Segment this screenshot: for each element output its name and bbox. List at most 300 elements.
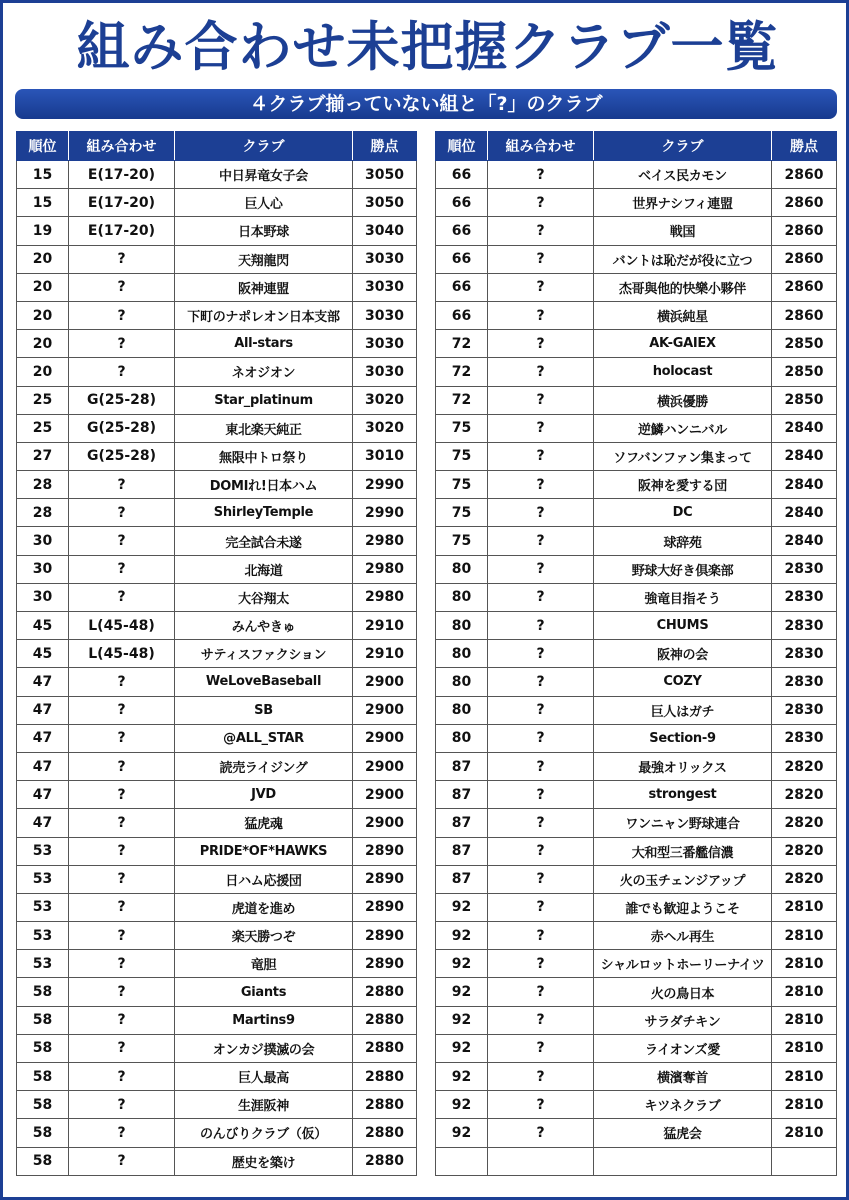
group-cell: ? bbox=[488, 978, 594, 1006]
rank-cell: 53 bbox=[17, 950, 69, 978]
club-cell: ライオンズ愛 bbox=[594, 1034, 772, 1062]
club-cell: 最強オリックス bbox=[594, 752, 772, 780]
rank-cell: 58 bbox=[17, 1147, 69, 1175]
club-cell: 北海道 bbox=[175, 555, 353, 583]
table-row bbox=[436, 1119, 837, 1147]
left-header-row bbox=[17, 132, 417, 161]
table-row bbox=[17, 1063, 417, 1091]
points-cell: 2810 bbox=[772, 922, 837, 950]
rank-cell: 72 bbox=[436, 386, 488, 414]
rank-cell: 75 bbox=[436, 442, 488, 470]
table-row bbox=[17, 273, 417, 301]
club-cell: CHUMS bbox=[594, 612, 772, 640]
table-row bbox=[436, 950, 837, 978]
group-cell: G(25-28) bbox=[69, 442, 175, 470]
rank-cell: 92 bbox=[436, 1006, 488, 1034]
group-cell: L(45-48) bbox=[69, 612, 175, 640]
group-cell: ? bbox=[69, 922, 175, 950]
points-cell: 2910 bbox=[353, 640, 417, 668]
rank-cell: 30 bbox=[17, 583, 69, 611]
table-row bbox=[436, 752, 837, 780]
points-cell: 2810 bbox=[772, 950, 837, 978]
club-cell: 杰哥與他的快樂小夥伴 bbox=[594, 273, 772, 301]
group-cell: ? bbox=[69, 555, 175, 583]
group-cell: L(45-48) bbox=[69, 640, 175, 668]
rank-cell: 53 bbox=[17, 893, 69, 921]
points-cell: 2900 bbox=[353, 724, 417, 752]
points-cell: 2810 bbox=[772, 978, 837, 1006]
rank-cell: 80 bbox=[436, 612, 488, 640]
rank-cell: 15 bbox=[17, 189, 69, 217]
rank-cell: 53 bbox=[17, 922, 69, 950]
club-cell: 逆鱗ハンニバル bbox=[594, 414, 772, 442]
club-cell: Giants bbox=[175, 978, 353, 1006]
club-cell: 日本野球 bbox=[175, 217, 353, 245]
club-cell: ShirleyTemple bbox=[175, 499, 353, 527]
group-cell: ? bbox=[69, 273, 175, 301]
club-cell: 中日昇竜女子会 bbox=[175, 161, 353, 189]
table-row bbox=[17, 950, 417, 978]
table-row bbox=[17, 330, 417, 358]
club-cell: 火の鳥日本 bbox=[594, 978, 772, 1006]
club-cell: ネオジオン bbox=[175, 358, 353, 386]
club-cell: 猛虎魂 bbox=[175, 809, 353, 837]
points-cell: 2840 bbox=[772, 414, 837, 442]
group-cell: ? bbox=[69, 668, 175, 696]
rank-cell: 92 bbox=[436, 1063, 488, 1091]
club-cell: 横浜優勝 bbox=[594, 386, 772, 414]
club-cell: DC bbox=[594, 499, 772, 527]
points-cell: 2980 bbox=[353, 527, 417, 555]
rank-cell: 72 bbox=[436, 330, 488, 358]
rank-cell: 53 bbox=[17, 837, 69, 865]
points-cell: 2990 bbox=[353, 499, 417, 527]
club-cell: みんやきゅ bbox=[175, 612, 353, 640]
rank-cell: 80 bbox=[436, 555, 488, 583]
points-cell: 2900 bbox=[353, 809, 417, 837]
rank-cell: 92 bbox=[436, 893, 488, 921]
rank-cell: 45 bbox=[17, 640, 69, 668]
table-row bbox=[17, 1006, 417, 1034]
club-cell: WeLoveBaseball bbox=[175, 668, 353, 696]
table-row bbox=[436, 978, 837, 1006]
points-cell: 2840 bbox=[772, 442, 837, 470]
points-cell: 3050 bbox=[353, 189, 417, 217]
points-cell: 2850 bbox=[772, 386, 837, 414]
group-cell: ? bbox=[69, 1034, 175, 1062]
group-cell: ? bbox=[69, 471, 175, 499]
group-cell: ? bbox=[69, 330, 175, 358]
points-cell: 2860 bbox=[772, 245, 837, 273]
table-row bbox=[436, 837, 837, 865]
group-cell: ? bbox=[488, 189, 594, 217]
table-row bbox=[17, 442, 417, 470]
club-cell: のんびりクラブ（仮） bbox=[175, 1119, 353, 1147]
group-cell: ? bbox=[488, 471, 594, 499]
club-cell: 阪神の会 bbox=[594, 640, 772, 668]
points-cell: 2830 bbox=[772, 724, 837, 752]
club-cell: 球辞苑 bbox=[594, 527, 772, 555]
club-cell: 巨人はガチ bbox=[594, 696, 772, 724]
rank-cell: 20 bbox=[17, 358, 69, 386]
group-cell: ? bbox=[488, 724, 594, 752]
table-row bbox=[436, 358, 837, 386]
group-cell: ? bbox=[488, 161, 594, 189]
points-cell: 2880 bbox=[353, 978, 417, 1006]
rank-cell: 80 bbox=[436, 640, 488, 668]
points-cell: 2880 bbox=[353, 1091, 417, 1119]
header-points: 勝点 bbox=[353, 132, 417, 161]
table-row bbox=[17, 301, 417, 329]
club-cell: 阪神連盟 bbox=[175, 273, 353, 301]
rank-cell: 92 bbox=[436, 1091, 488, 1119]
club-cell: 強竜目指そう bbox=[594, 583, 772, 611]
points-cell: 2880 bbox=[353, 1147, 417, 1175]
points-cell: 2880 bbox=[353, 1006, 417, 1034]
table-row bbox=[17, 922, 417, 950]
header-club: クラブ bbox=[594, 132, 772, 161]
club-cell: Martins9 bbox=[175, 1006, 353, 1034]
rank-cell: 66 bbox=[436, 273, 488, 301]
rank-cell: 25 bbox=[17, 414, 69, 442]
group-cell: ? bbox=[69, 781, 175, 809]
table-row bbox=[436, 893, 837, 921]
points-cell: 2910 bbox=[353, 612, 417, 640]
group-cell: ? bbox=[488, 893, 594, 921]
club-cell: COZY bbox=[594, 668, 772, 696]
rank-cell: 75 bbox=[436, 471, 488, 499]
group-cell: ? bbox=[488, 781, 594, 809]
rank-cell: 80 bbox=[436, 668, 488, 696]
points-cell: 2810 bbox=[772, 1091, 837, 1119]
points-cell: 2820 bbox=[772, 781, 837, 809]
table-row bbox=[17, 1034, 417, 1062]
club-cell: 竜胆 bbox=[175, 950, 353, 978]
points-cell: 2860 bbox=[772, 273, 837, 301]
group-cell: ? bbox=[488, 640, 594, 668]
club-cell: @ALL_STAR bbox=[175, 724, 353, 752]
points-cell: 2810 bbox=[772, 893, 837, 921]
header-group: 組み合わせ bbox=[488, 132, 594, 161]
header-group: 組み合わせ bbox=[69, 132, 175, 161]
points-cell: 2890 bbox=[353, 865, 417, 893]
group-cell: ? bbox=[69, 865, 175, 893]
group-cell: ? bbox=[69, 696, 175, 724]
table-row bbox=[436, 1091, 837, 1119]
page-title: 組み合わせ未把握クラブ一覧 bbox=[76, 17, 779, 78]
rank-cell: 19 bbox=[17, 217, 69, 245]
points-cell: 2840 bbox=[772, 527, 837, 555]
club-cell: 野球大好き倶楽部 bbox=[594, 555, 772, 583]
club-cell: strongest bbox=[594, 781, 772, 809]
points-cell: 2860 bbox=[772, 189, 837, 217]
rank-cell: 58 bbox=[17, 1119, 69, 1147]
points-cell: 2900 bbox=[353, 781, 417, 809]
points-cell: 2810 bbox=[772, 1119, 837, 1147]
rank-cell: 66 bbox=[436, 245, 488, 273]
table-row bbox=[436, 668, 837, 696]
group-cell: E(17-20) bbox=[69, 217, 175, 245]
table-row bbox=[436, 414, 837, 442]
points-cell: 2860 bbox=[772, 161, 837, 189]
table-row bbox=[436, 273, 837, 301]
table-row bbox=[17, 809, 417, 837]
group-cell: ? bbox=[69, 1006, 175, 1034]
points-cell: 2980 bbox=[353, 555, 417, 583]
club-cell: バントは恥だが役に立つ bbox=[594, 245, 772, 273]
group-cell: ? bbox=[488, 217, 594, 245]
rank-cell: 66 bbox=[436, 217, 488, 245]
club-cell: 巨人最高 bbox=[175, 1063, 353, 1091]
rank-cell: 80 bbox=[436, 696, 488, 724]
rank-cell: 87 bbox=[436, 752, 488, 780]
table-row bbox=[17, 189, 417, 217]
club-cell: 無限中トロ祭り bbox=[175, 442, 353, 470]
group-cell: ? bbox=[69, 1119, 175, 1147]
table-row bbox=[436, 1006, 837, 1034]
club-cell: Star_platinum bbox=[175, 386, 353, 414]
group-cell: ? bbox=[488, 442, 594, 470]
club-cell: 巨人心 bbox=[175, 189, 353, 217]
rank-cell: 75 bbox=[436, 527, 488, 555]
group-cell: ? bbox=[69, 499, 175, 527]
table-row bbox=[436, 583, 837, 611]
subtitle-banner: ４クラブ揃っていない組と「?」のクラブ bbox=[15, 89, 837, 119]
points-cell: 3040 bbox=[353, 217, 417, 245]
points-cell: 3030 bbox=[353, 330, 417, 358]
group-cell: ? bbox=[69, 583, 175, 611]
points-cell: 2900 bbox=[353, 668, 417, 696]
group-cell: ? bbox=[488, 1119, 594, 1147]
rank-cell: 47 bbox=[17, 724, 69, 752]
club-cell: 天翔龍閃 bbox=[175, 245, 353, 273]
group-cell: ? bbox=[69, 527, 175, 555]
header-rank: 順位 bbox=[17, 132, 69, 161]
right-table-body bbox=[436, 161, 837, 1176]
club-cell: 猛虎会 bbox=[594, 1119, 772, 1147]
club-cell: 戦国 bbox=[594, 217, 772, 245]
rank-cell: 47 bbox=[17, 809, 69, 837]
rank-cell: 28 bbox=[17, 499, 69, 527]
group-cell: ? bbox=[69, 950, 175, 978]
table-row bbox=[17, 1147, 417, 1175]
table-row bbox=[17, 893, 417, 921]
table-row bbox=[17, 865, 417, 893]
rank-cell: 87 bbox=[436, 865, 488, 893]
group-cell: ? bbox=[488, 1006, 594, 1034]
group-cell bbox=[488, 1147, 594, 1175]
rank-cell: 92 bbox=[436, 1119, 488, 1147]
points-cell: 2880 bbox=[353, 1119, 417, 1147]
rank-cell: 92 bbox=[436, 922, 488, 950]
table-row bbox=[17, 781, 417, 809]
table-row bbox=[436, 189, 837, 217]
club-cell: オンカジ撲滅の会 bbox=[175, 1034, 353, 1062]
club-cell: キツネクラブ bbox=[594, 1091, 772, 1119]
club-cell: PRIDE*OF*HAWKS bbox=[175, 837, 353, 865]
table-row bbox=[17, 583, 417, 611]
rank-cell: 28 bbox=[17, 471, 69, 499]
club-cell: サラダチキン bbox=[594, 1006, 772, 1034]
table-row bbox=[17, 386, 417, 414]
rank-cell: 20 bbox=[17, 330, 69, 358]
group-cell: ? bbox=[488, 1034, 594, 1062]
rank-cell: 75 bbox=[436, 414, 488, 442]
group-cell: ? bbox=[488, 668, 594, 696]
header-points: 勝点 bbox=[772, 132, 837, 161]
table-row bbox=[17, 161, 417, 189]
points-cell: 3030 bbox=[353, 301, 417, 329]
points-cell: 2810 bbox=[772, 1063, 837, 1091]
club-cell: 日ハム応援団 bbox=[175, 865, 353, 893]
rank-cell bbox=[436, 1147, 488, 1175]
rank-cell: 58 bbox=[17, 1091, 69, 1119]
points-cell: 2810 bbox=[772, 1034, 837, 1062]
table-row bbox=[436, 1063, 837, 1091]
group-cell: G(25-28) bbox=[69, 386, 175, 414]
right-header-row bbox=[436, 132, 837, 161]
points-cell: 2810 bbox=[772, 1006, 837, 1034]
points-cell: 3050 bbox=[353, 161, 417, 189]
points-cell: 2860 bbox=[772, 217, 837, 245]
table-row bbox=[17, 217, 417, 245]
club-cell: 東北楽天純正 bbox=[175, 414, 353, 442]
header-club: クラブ bbox=[175, 132, 353, 161]
club-cell: 大谷翔太 bbox=[175, 583, 353, 611]
table-row bbox=[17, 1119, 417, 1147]
rank-cell: 87 bbox=[436, 781, 488, 809]
points-cell: 2880 bbox=[353, 1034, 417, 1062]
table-row bbox=[436, 612, 837, 640]
club-cell: サティスファクション bbox=[175, 640, 353, 668]
points-cell: 3020 bbox=[353, 414, 417, 442]
rank-cell: 66 bbox=[436, 189, 488, 217]
table-row bbox=[436, 640, 837, 668]
points-cell: 2830 bbox=[772, 612, 837, 640]
table-row bbox=[436, 245, 837, 273]
points-cell: 2840 bbox=[772, 499, 837, 527]
table-row bbox=[17, 527, 417, 555]
points-cell: 2820 bbox=[772, 865, 837, 893]
club-cell: DOMIれ!日本ハム bbox=[175, 471, 353, 499]
points-cell: 2890 bbox=[353, 837, 417, 865]
rank-cell: 92 bbox=[436, 950, 488, 978]
club-cell: 生涯阪神 bbox=[175, 1091, 353, 1119]
rank-cell: 20 bbox=[17, 273, 69, 301]
table-row bbox=[17, 668, 417, 696]
club-cell: ソフバンファン集まって bbox=[594, 442, 772, 470]
points-cell: 2820 bbox=[772, 752, 837, 780]
points-cell bbox=[772, 1147, 837, 1175]
rank-cell: 30 bbox=[17, 527, 69, 555]
table-row bbox=[17, 471, 417, 499]
left-table-body bbox=[17, 161, 417, 1176]
group-cell: ? bbox=[69, 1147, 175, 1175]
points-cell: 2830 bbox=[772, 668, 837, 696]
table-row bbox=[17, 724, 417, 752]
group-cell: ? bbox=[488, 273, 594, 301]
group-cell: ? bbox=[488, 752, 594, 780]
club-cell: 横濱奪首 bbox=[594, 1063, 772, 1091]
club-cell: AK-GAIEX bbox=[594, 330, 772, 358]
points-cell: 2820 bbox=[772, 837, 837, 865]
club-cell: 歴史を築け bbox=[175, 1147, 353, 1175]
club-cell: 読売ライジング bbox=[175, 752, 353, 780]
rank-cell: 47 bbox=[17, 781, 69, 809]
table-row bbox=[436, 1034, 837, 1062]
club-cell: JVD bbox=[175, 781, 353, 809]
group-cell: ? bbox=[488, 527, 594, 555]
table-row bbox=[17, 640, 417, 668]
rank-cell: 58 bbox=[17, 978, 69, 1006]
table-row bbox=[436, 386, 837, 414]
group-cell: E(17-20) bbox=[69, 189, 175, 217]
points-cell: 3030 bbox=[353, 273, 417, 301]
rank-cell: 47 bbox=[17, 752, 69, 780]
rank-cell: 20 bbox=[17, 245, 69, 273]
rank-cell: 53 bbox=[17, 865, 69, 893]
rank-cell: 66 bbox=[436, 301, 488, 329]
group-cell: ? bbox=[488, 414, 594, 442]
rank-cell: 30 bbox=[17, 555, 69, 583]
rank-cell: 47 bbox=[17, 696, 69, 724]
table-row bbox=[17, 612, 417, 640]
club-cell: Section-9 bbox=[594, 724, 772, 752]
points-cell: 3010 bbox=[353, 442, 417, 470]
club-cell bbox=[594, 1147, 772, 1175]
table-row bbox=[436, 471, 837, 499]
rank-cell: 45 bbox=[17, 612, 69, 640]
points-cell: 2830 bbox=[772, 583, 837, 611]
rank-cell: 27 bbox=[17, 442, 69, 470]
table-row bbox=[436, 301, 837, 329]
group-cell: ? bbox=[69, 978, 175, 1006]
club-cell: 楽天勝つぞ bbox=[175, 922, 353, 950]
group-cell: ? bbox=[488, 583, 594, 611]
points-cell: 2840 bbox=[772, 471, 837, 499]
table-row bbox=[436, 330, 837, 358]
group-cell: ? bbox=[488, 612, 594, 640]
table-row bbox=[436, 781, 837, 809]
rank-cell: 25 bbox=[17, 386, 69, 414]
group-cell: ? bbox=[488, 950, 594, 978]
points-cell: 2900 bbox=[353, 752, 417, 780]
points-cell: 2820 bbox=[772, 809, 837, 837]
group-cell: ? bbox=[69, 1063, 175, 1091]
points-cell: 3030 bbox=[353, 358, 417, 386]
table-row bbox=[436, 809, 837, 837]
rank-cell: 92 bbox=[436, 1034, 488, 1062]
club-cell: シャルロットホーリーナイツ bbox=[594, 950, 772, 978]
rank-cell: 80 bbox=[436, 724, 488, 752]
rank-cell: 58 bbox=[17, 1034, 69, 1062]
rank-cell: 58 bbox=[17, 1063, 69, 1091]
group-cell: ? bbox=[69, 724, 175, 752]
group-cell: ? bbox=[488, 865, 594, 893]
points-cell: 2830 bbox=[772, 696, 837, 724]
points-cell: 2850 bbox=[772, 330, 837, 358]
table-row bbox=[436, 499, 837, 527]
group-cell: ? bbox=[69, 245, 175, 273]
points-cell: 3030 bbox=[353, 245, 417, 273]
group-cell: ? bbox=[69, 301, 175, 329]
group-cell: ? bbox=[488, 837, 594, 865]
group-cell: ? bbox=[488, 245, 594, 273]
rank-cell: 72 bbox=[436, 358, 488, 386]
group-cell: ? bbox=[69, 752, 175, 780]
group-cell: ? bbox=[488, 696, 594, 724]
table-row bbox=[17, 358, 417, 386]
